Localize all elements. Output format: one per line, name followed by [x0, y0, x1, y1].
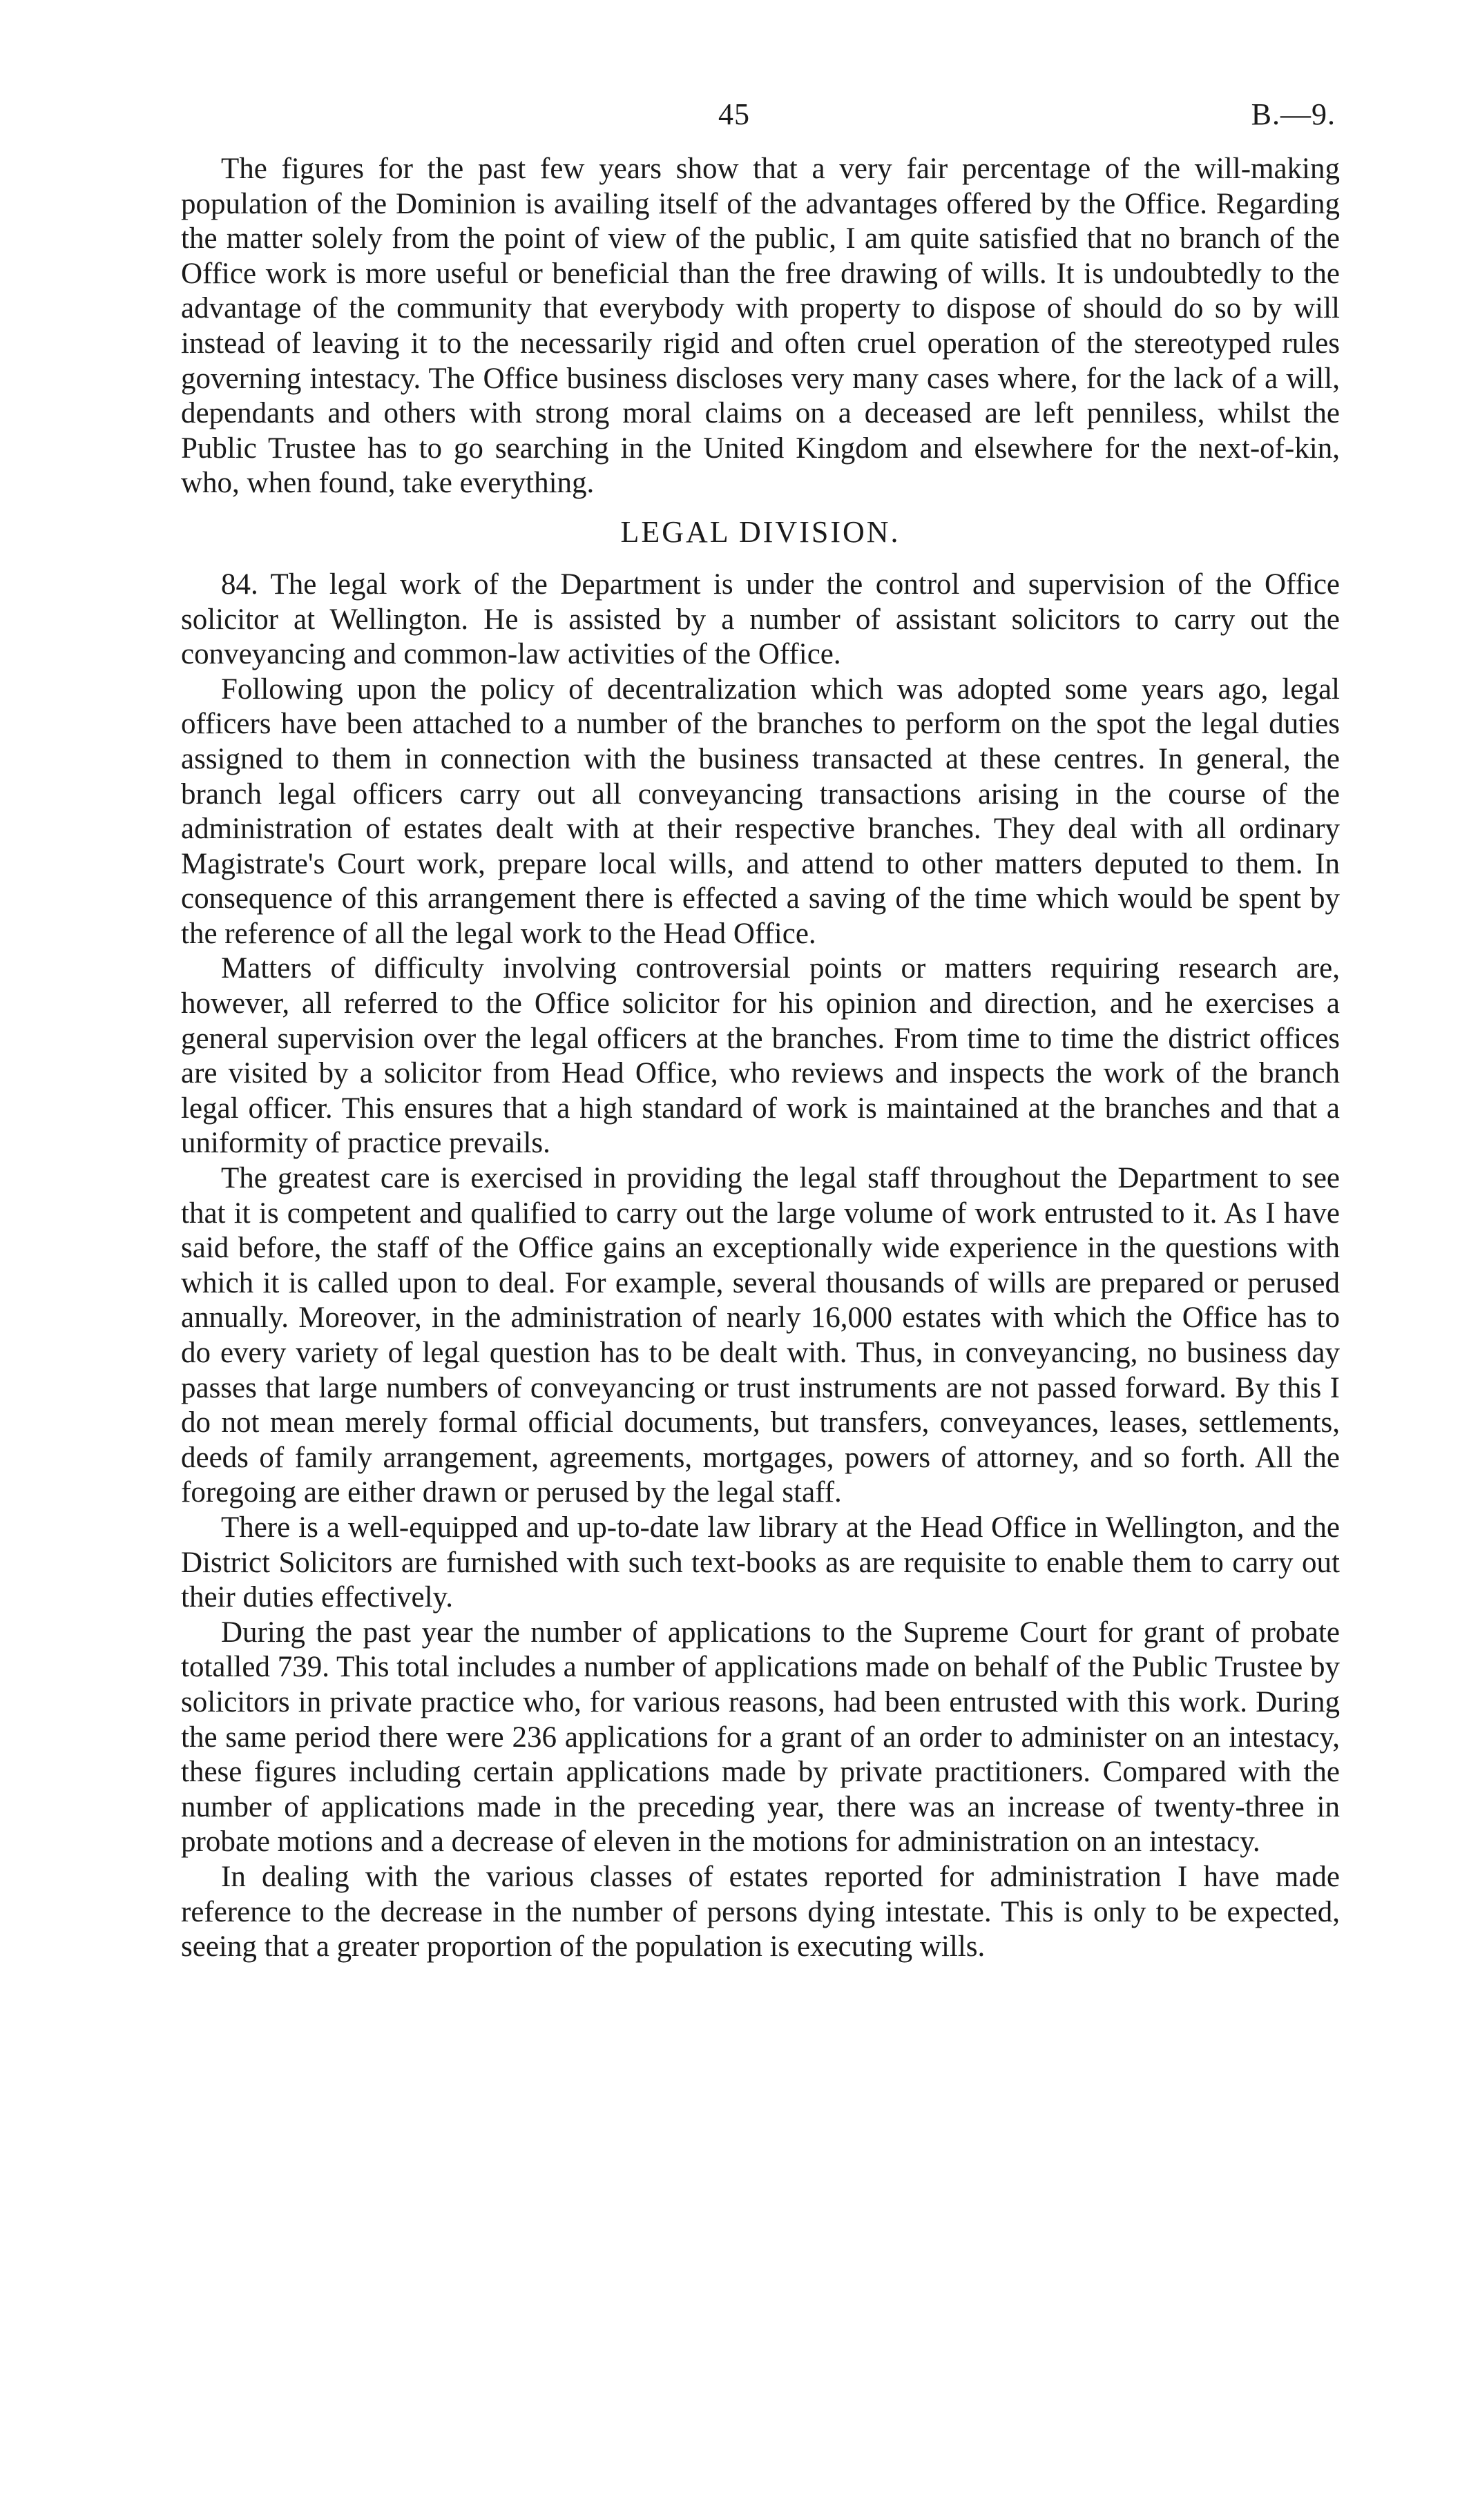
- paragraph-probate-applications: During the past year the number of applications to the Supreme Court for grant of probate totalled 739. This total includes a number of applications made on behalf of the Public Trustee by solicitors in private practice who, for various reasons, had been entrusted with this work. During the same period there were 236 applications for a grant of an order to administer on an intestacy, these figures including certain applications made by private practitioners. Compared with the number of applications made in the preceding year, there was an increase of twenty-three in probate motions and a decrease of eleven in the motions for administration on an intestacy.: [181, 1616, 1340, 1859]
- paragraph-decentralization: Following upon the policy of decentralization which was adopted some years ago, legal officers have been attached to a number of the branches to perform on the spot the legal duties assigned to them in connection with the business transacted at these centres. In general, the branch legal officers carry out all conveyancing transactions arising in the course of the administration of estates dealt with at their respective branches. They deal with all ordinary Magistrate's Court work, prepare local wills, and attend to other matters deputed to them. In consequence of this arrangement there is effected a saving of the time which would be spent by the reference of all the legal work to the Head Office.: [181, 672, 1340, 950]
- paragraph-difficult-matters: Matters of difficulty involving controversial points or matters requiring research are, however, all referred to the Office solicitor for his opinion and direction, and he exercises a general supervision over the legal officers at the branches. From time to time the district offices are visited by a solicitor from Head Office, who reviews and inspects the work of the branch legal officer. This ensures that a high standard of work is maintained at the branches and that a uniformity of practice prevails.: [181, 952, 1340, 1160]
- paragraph-legal-staff: The greatest care is exercised in providing the legal staff throughout the Department to see that it is competent and qualified to carry out the large volume of work entrusted to it. As I have said before, the staff of the Office gains an exceptionally wide experience in the questions with which it is called upon to deal. For example, several thousands of wills are prepared or perused annually. Moreover, in the administration of nearly 16,000 estates with which the Office has to do every variety of legal question has to be dealt with. Thus, in conveyancing, no business day passes that large numbers of conveyancing or trust instruments are not passed forward. By this I do not mean merely formal official documents, but transfers, conveyances, leases, settlements, deeds of family arrangement, agreements, mortgages, powers of attorney, and so forth. All the foregoing are either drawn or perused by the legal staff.: [181, 1162, 1340, 1509]
- section-heading: LEGAL DIVISION.: [620, 514, 901, 549]
- page-header: [0, 97, 1460, 138]
- paragraph-84: 84. The legal work of the Department is under the control and supervision of the Office solicitor at Wellington. He is assisted by a number of assistant solicitors to carry out the conveyancing and common-law activities of the Office.: [181, 568, 1340, 671]
- paragraph-law-library: There is a well-equipped and up-to-date law library at the Head Office in Wellington, and the District Solicitors are furnished with such text-books as are requisite to enable them to carry out their duties effectively.: [181, 1511, 1340, 1614]
- page-body: [181, 152, 1340, 1965]
- paragraph-intestacy-decrease: In dealing with the various classes of estates reported for administration I have made reference to the decrease in the number of persons dying intestate. This is only to be expected, seeing that a greater proportion of the population is executing wills.: [181, 1860, 1340, 1964]
- document-reference: B.—9.: [1251, 97, 1336, 131]
- page-number: 45: [718, 97, 750, 131]
- intro-paragraph: The figures for the past few years show that a very fair percentage of the will-making population of the Dominion is availing itself of the advantages offered by the Office. Regarding the matter solely from the point of view of the public, I am quite satisfied that no branch of the Office work is more useful or beneficial than the free drawing of wills. It is undoubtedly to the advantage of the community that everybody with property to dispose of should do so by will instead of leaving it to the necessarily rigid and often cruel operation of the stereotyped rules governing intestacy. The Office business discloses very many cases where, for the lack of a will, dependants and others with strong moral claims on a deceased are left penniless, whilst the Public Trustee has to go searching in the United Kingdom and elsewhere for the next-of-kin, who, when found, take everything.: [181, 153, 1340, 500]
